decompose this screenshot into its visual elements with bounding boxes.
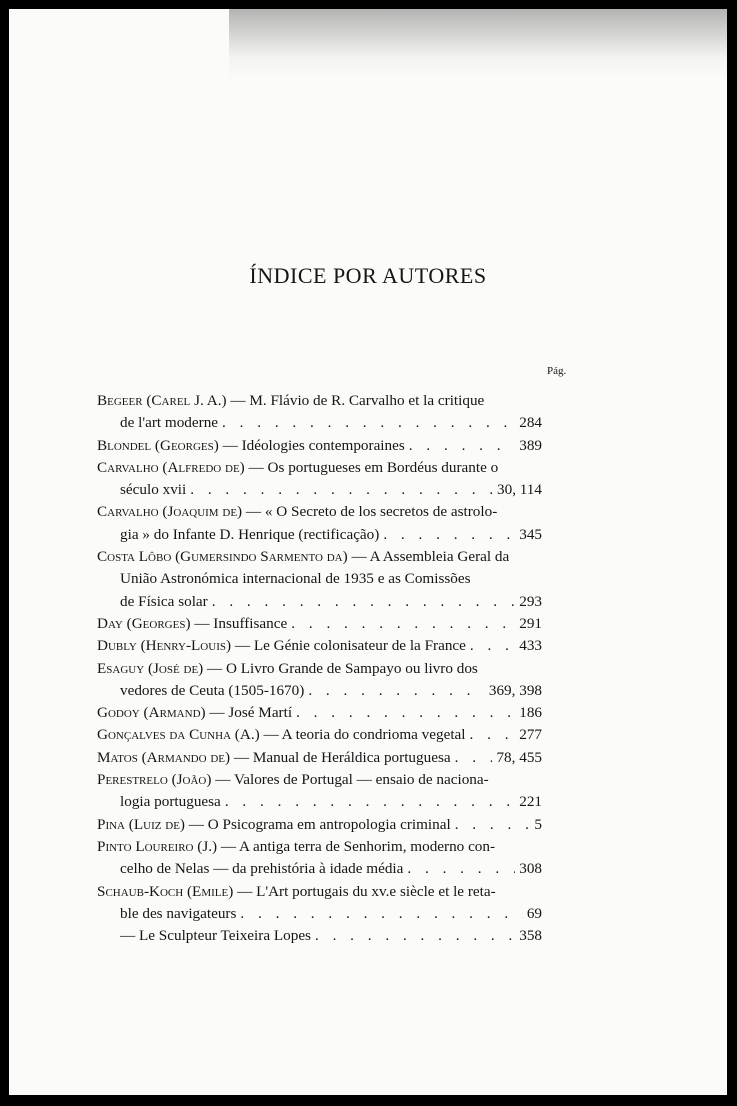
entry-page-number: 69 (526, 904, 542, 922)
dot-leader (455, 814, 531, 836)
entry-author: Esaguy (José de) (97, 659, 204, 677)
entry-title-start: — A Assembleia Geral da (347, 548, 510, 566)
entry-first-line (97, 501, 542, 523)
entry-title-text: — Insuffisance (190, 614, 288, 632)
entry-last-line (97, 903, 542, 925)
dot-leader (240, 903, 522, 925)
entry-author: Blondel (Georges) (97, 436, 219, 454)
dot-leader (291, 613, 515, 635)
entry-title-text: logia portuguesa (120, 793, 221, 811)
entry-title-text: vedores de Ceuta (1505-1670) (120, 681, 305, 699)
entry-title-text: — A teoria do condrioma vegetal (259, 726, 466, 744)
index-entry (97, 435, 542, 457)
entry-page-number: 78, 455 (496, 748, 542, 766)
entry-author: Perestrelo (João) (97, 771, 212, 789)
entry-page-number: 369, 398 (488, 681, 542, 699)
entry-page-number: 186 (519, 704, 542, 722)
entry-first-line (97, 457, 542, 479)
entry-title-end (97, 747, 451, 769)
entry-last-line (97, 680, 542, 702)
entry-title-end (120, 791, 221, 813)
entry-title-end (120, 479, 186, 501)
entry-title-end (120, 680, 304, 702)
entry-title-start: — L'Art portugais du xv.e siècle et le reta- (233, 882, 496, 900)
index-entry (97, 390, 542, 435)
entry-last-line (97, 791, 542, 813)
entry-title-end (97, 724, 466, 746)
dot-leader (222, 412, 515, 434)
entry-title-end (120, 591, 208, 613)
dot-leader (455, 747, 493, 769)
index-entry (97, 501, 542, 546)
index-entry (97, 836, 542, 881)
entry-last-line (97, 591, 542, 613)
index-entry (97, 658, 542, 703)
entry-last-line (97, 524, 542, 546)
dot-leader (409, 435, 515, 457)
entry-title-start: — O Livro Grande de Sampayo ou livro dos (203, 659, 478, 677)
entry-page-number: 30, 114 (497, 481, 542, 499)
dot-leader (212, 591, 515, 613)
dot-leader (296, 702, 515, 724)
entry-title-text: século xvii (120, 481, 187, 499)
page-column-label: Pág. (547, 365, 567, 377)
paper-sheet (9, 9, 727, 1095)
entry-author: Pinto Loureiro (J.) (97, 837, 218, 855)
entry-title-start: — Os portugueses em Bordéus durante o (244, 458, 499, 476)
entry-first-line (97, 769, 542, 791)
entry-page-number: 291 (519, 614, 542, 632)
entry-title-text: celho de Nelas — da prehistória à idade média (120, 860, 404, 878)
entry-page-number: 293 (519, 592, 542, 610)
entry-last-line (97, 858, 542, 880)
index-entry (97, 814, 542, 836)
entry-page-number: 277 (519, 726, 542, 744)
index-entry (97, 635, 542, 657)
entry-title-end (97, 635, 466, 657)
author-index-list (97, 390, 542, 947)
entry-title-text: ble des navigateurs (120, 904, 237, 922)
dot-leader (470, 635, 515, 657)
entry-title-middle: União Astronómica internacional de 1935 e as Comissões (120, 570, 471, 588)
entry-author: Day (Georges) (97, 614, 191, 632)
dot-leader (383, 524, 515, 546)
entry-author: Dubly (Henry-Louis) (97, 637, 232, 655)
entry-title-text: de Física solar (120, 592, 208, 610)
index-entry (97, 457, 542, 502)
entry-page-number: 345 (519, 525, 542, 543)
entry-author: Costa Lôbo (Gumersindo Sarmento da) (97, 548, 348, 566)
entry-author: Matos (Armando de) (97, 748, 231, 766)
entry-author: Pina (Luiz de) (97, 815, 185, 833)
entry-author: Carvalho (Joaquim de) (97, 503, 243, 521)
dot-leader (470, 724, 516, 746)
entry-title-text: gia » do Infante D. Henrique (rectificação) (120, 525, 380, 543)
index-entry (97, 702, 542, 724)
entry-last-line (97, 435, 542, 457)
entry-last-line (97, 925, 542, 947)
entry-author: Carvalho (Alfredo de) (97, 458, 245, 476)
entry-title-text: — O Psicograma em antropologia criminal (184, 815, 451, 833)
dot-leader (315, 925, 515, 947)
entry-first-line (97, 658, 542, 680)
entry-title-end (120, 925, 311, 947)
entry-title-text: — Le Génie colonisateur de la France (231, 637, 466, 655)
index-entry (97, 724, 542, 746)
entry-title-end (97, 613, 287, 635)
entry-page-number: 389 (519, 436, 542, 454)
entry-page-number: 284 (519, 414, 542, 432)
entry-last-line (97, 702, 542, 724)
entry-first-line (97, 881, 542, 903)
entry-title-text: — José Martí (205, 704, 293, 722)
index-entry (97, 881, 542, 926)
index-entry (97, 613, 542, 635)
dot-leader (407, 858, 515, 880)
page-title: ÍNDICE POR AUTORES (249, 263, 487, 288)
entry-last-line (97, 635, 542, 657)
index-entry (97, 546, 542, 613)
entry-title-end (120, 858, 403, 880)
entry-title-start: — « O Secreto de los secretos de astrolo- (242, 503, 498, 521)
entry-last-line (97, 724, 542, 746)
entry-page-number: 221 (519, 793, 542, 811)
dot-leader (225, 791, 515, 813)
entry-page-number: 5 (534, 815, 542, 833)
entry-title-start: — M. Flávio de R. Carvalho et la critique (226, 392, 485, 409)
entry-title-end (97, 435, 405, 457)
entry-author: Schaub-Koch (Emile) (97, 882, 234, 900)
entry-title-end (120, 524, 379, 546)
index-entry (97, 925, 542, 947)
index-entry (97, 747, 542, 769)
entry-page-number: 358 (519, 927, 542, 945)
entry-title-text: de l'art moderne (120, 414, 219, 432)
entry-author: Gonçalves da Cunha (A.) (97, 726, 260, 744)
entry-last-line (97, 479, 542, 501)
entry-page-number: 433 (519, 637, 542, 655)
entry-title-start: — Valores de Portugal — ensaio de naciona- (211, 771, 489, 789)
entry-first-line (97, 836, 542, 858)
entry-page-number: 308 (519, 860, 542, 878)
entry-author: Begeer (Carel J. A.) (97, 392, 227, 409)
entry-last-line (97, 814, 542, 836)
entry-last-line (97, 747, 542, 769)
entry-title-end (120, 903, 236, 925)
entry-title-text: — Manual de Heráldica portuguesa (230, 748, 451, 766)
entry-last-line (97, 613, 542, 635)
entry-title-start: — A antiga terra de Senhorim, moderno con- (217, 837, 496, 855)
entry-title-text: — Le Sculpteur Teixeira Lopes (120, 927, 311, 945)
dot-leader (190, 479, 493, 501)
entry-title-text: — Idéologies contemporaines (218, 436, 405, 454)
scan-smudge (229, 9, 727, 79)
entry-title-end (97, 702, 292, 724)
entry-first-line (97, 546, 542, 568)
entry-title-end (97, 814, 451, 836)
entry-author: Godoy (Armand) (97, 704, 206, 722)
entry-last-line (97, 412, 542, 434)
entry-title-end (120, 412, 218, 434)
entry-first-line (97, 390, 542, 412)
index-entry (97, 769, 542, 814)
dot-leader (308, 680, 485, 702)
